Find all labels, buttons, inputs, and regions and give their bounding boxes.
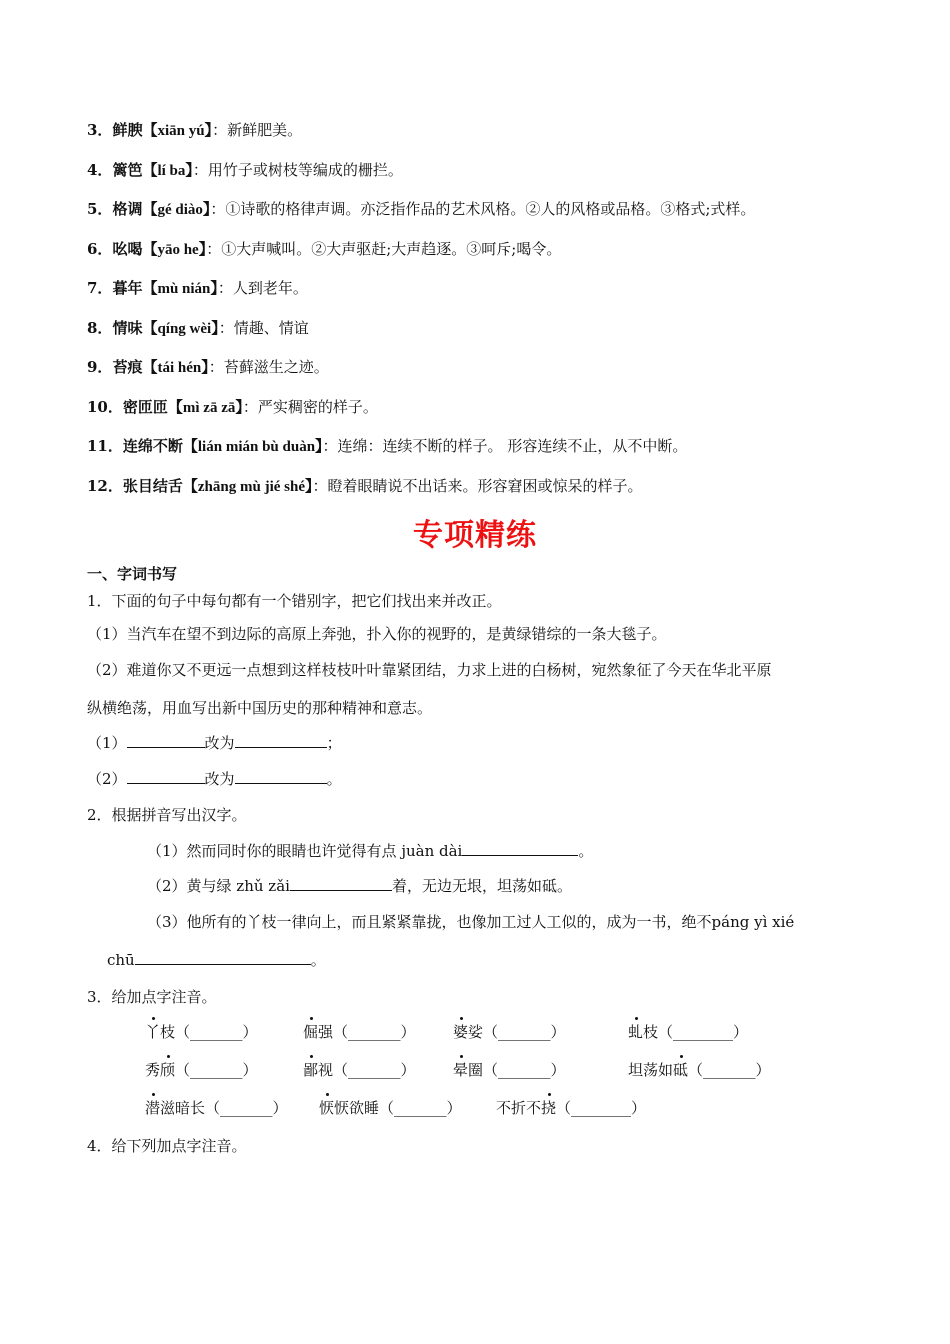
question-1-sentence-2: （2）难道你又不更远一点想到这样枝枝叶叶靠紧团结，力求上进的白杨树，宛然象征了今天在华北平原 <box>87 661 772 679</box>
vocab-item: 9．苔痕【tái hén】：苔藓滋生之迹。 <box>87 358 329 376</box>
pinyin-item: 鄙视（_______） <box>303 1061 416 1079</box>
answer-blank[interactable] <box>235 733 327 748</box>
answer-row-2: （2） 改为 。 <box>87 770 342 788</box>
pinyin-item: 秀颀（_______） <box>145 1061 258 1079</box>
answer-blank[interactable] <box>235 769 327 784</box>
question-1-stem: 1．下面的句子中每句都有一个错别字，把它们找出来并改正。 <box>87 592 502 610</box>
answer-blank[interactable] <box>290 876 392 891</box>
question-3-stem: 3．给加点字注音。 <box>87 988 217 1006</box>
pinyin-item: 婆娑（_______） <box>453 1023 566 1041</box>
vocab-item: 6．吆喝【yāo he】：①大声喊叫。②大声驱赶;大声趋逐。③呵斥;喝令。 <box>87 240 562 258</box>
vocab-item: 7．暮年【mù nián】：人到老年。 <box>87 279 308 297</box>
vocab-item: 11．连绵不断【lián mián bù duàn】：连绵：连续不断的样子。 形容连续不止，从不中断。 <box>87 437 688 455</box>
vocab-item: 3．鲜腴【xiān yú】：新鲜肥美。 <box>87 121 303 139</box>
vocab-item: 5．格调【gé diào】：①诗歌的格律声调。亦泛指作品的艺术风格。②人的风格或品格。③格式;式样。 <box>87 200 756 218</box>
pinyin-item: 坦荡如砥（_______） <box>628 1061 771 1079</box>
pinyin-item: 恹恹欲睡（_______） <box>319 1099 462 1117</box>
question-2-item-3: （3）他所有的丫枝一律向上，而且紧紧靠拢，也像加工过人工似的，成为一书，绝不páng yì xié <box>147 913 795 931</box>
pinyin-item: 丫枝（_______） <box>145 1023 258 1041</box>
pinyin-item: 倔强（_______） <box>303 1023 416 1041</box>
answer-blank[interactable] <box>135 950 311 965</box>
answer-blank[interactable] <box>462 841 578 856</box>
vocab-item: 4．篱笆【lí ba】：用竹子或树枝等编成的栅拦。 <box>87 161 403 179</box>
pinyin-item: 晕圈（_______） <box>453 1061 566 1079</box>
question-2-item-3-cont: chū 。 <box>107 951 326 969</box>
pinyin-item: 潜滋暗长（_______） <box>145 1099 288 1117</box>
vocab-item: 12．张目结舌【zhāng mù jié shé】：瞪着眼睛说不出话来。形容窘困或惊呆的样子。 <box>87 477 643 495</box>
vocab-item: 8．情味【qíng wèi】：情趣、情谊 <box>87 319 309 337</box>
answer-row-1: （1） 改为 ； <box>87 734 342 752</box>
question-1-sentence-1: （1）当汽车在望不到边际的高原上奔弛，扑入你的视野的，是黄绿错综的一条大毯子。 <box>87 625 667 643</box>
pinyin-item: 不折不挠（________） <box>496 1099 647 1117</box>
section-heading: 一、字词书写 <box>87 565 178 583</box>
pinyin-item: 虬枝（________） <box>628 1023 749 1041</box>
question-2-stem: 2．根据拼音写出汉字。 <box>87 806 247 824</box>
vocab-item: 10．密匝匝【mì zā zā】：严实稠密的样子。 <box>87 398 378 416</box>
answer-blank[interactable] <box>127 769 205 784</box>
question-2-item-1: （1）然而同时你的眼睛也许觉得有点 juàn dài 。 <box>147 842 594 860</box>
section-title: 专项精练 <box>413 518 537 553</box>
question-2-item-2: （2）黄与绿 zhǔ zǎi 着，无边无垠，坦荡如砥。 <box>147 877 572 895</box>
question-4-stem: 4．给下列加点字注音。 <box>87 1137 247 1155</box>
answer-blank[interactable] <box>127 733 205 748</box>
question-1-sentence-2-cont: 纵横绝荡，用血写出新中国历史的那种精神和意志。 <box>87 699 433 717</box>
